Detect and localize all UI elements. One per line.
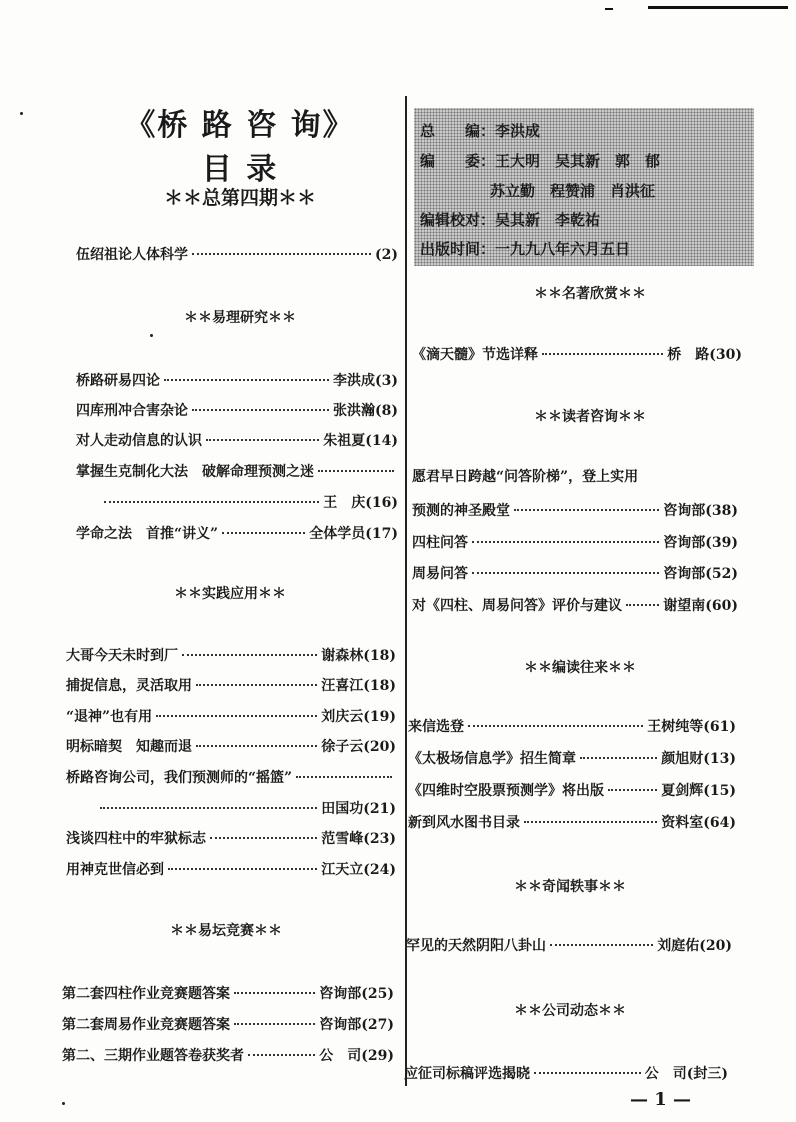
- editorial-committee: 编 委：王大明 吴其新 郭 郁: [420, 152, 661, 170]
- toc-entry[interactable]: [62, 985, 394, 1003]
- entry-author: 公 司(封三): [644, 1066, 728, 1082]
- entry-author: 汪喜江(18): [321, 678, 396, 694]
- dot-leader: [468, 725, 643, 727]
- entry-title: 桥路咨询公司，我们预测师的“摇篮”: [66, 770, 293, 786]
- section-heading: ＊＊公司动态＊＊: [514, 1003, 626, 1019]
- entry-title: 捕捉信息，灵活取用: [66, 678, 192, 694]
- entry-title: 对人走动信息的认识: [76, 433, 202, 449]
- entry-author: 张洪瀚(8): [333, 403, 398, 419]
- entry-author: 全体学员(17): [309, 526, 398, 542]
- entry-author: 谢森林(18): [321, 648, 396, 664]
- dot-leader: [234, 1023, 315, 1025]
- dot-leader: [318, 470, 394, 472]
- toc-entry[interactable]: [404, 1065, 728, 1083]
- toc-entry[interactable]: [66, 677, 396, 695]
- toc-entry[interactable]: [66, 769, 396, 787]
- entry-author: 江天立(24): [321, 862, 396, 878]
- toc-entry[interactable]: [76, 525, 398, 543]
- publish-date: 出版时间：一九九八年六月五日: [420, 240, 631, 258]
- entry-title: 浅谈四柱中的牢狱标志: [66, 831, 206, 847]
- entry-title: 来信选登: [408, 719, 464, 735]
- toc-entry[interactable]: [76, 246, 398, 264]
- dot-leader: [550, 944, 653, 946]
- toc-entry[interactable]: [76, 432, 398, 450]
- entry-title: 桥路研易四论: [76, 373, 160, 389]
- entry-title: 掌握生克制化大法 破解命理预测之迷: [76, 464, 314, 480]
- entry-title: 用神克世信必到: [66, 862, 164, 878]
- toc-entry[interactable]: [412, 597, 738, 615]
- dot-leader: [192, 253, 371, 255]
- scan-speck: [62, 1102, 65, 1105]
- entry-title: 第二套周易作业竞赛题答案: [62, 1017, 230, 1033]
- dot-leader: [104, 501, 319, 503]
- entry-author: 咨询部(27): [319, 1017, 394, 1033]
- dot-leader: [210, 837, 317, 839]
- entry-title: 四库刑冲合害杂论: [76, 403, 188, 419]
- entry-author: 咨询部(39): [663, 535, 738, 551]
- dot-leader: [608, 789, 657, 791]
- entry-title: 《太极场信息学》招生简章: [408, 751, 576, 767]
- dot-leader: [542, 353, 663, 355]
- entry-title: 大哥今天未时到厂: [66, 648, 178, 664]
- dot-leader: [472, 572, 659, 574]
- dot-leader: [234, 992, 315, 994]
- toc-entry[interactable]: [66, 861, 396, 879]
- dot-leader: [100, 807, 317, 809]
- scan-mark: [605, 8, 613, 10]
- entry-author: 桥 路(30): [667, 347, 742, 363]
- section-intro: 愿君早日跨越“问答阶梯”，登上实用: [412, 469, 639, 485]
- entry-title: 对《四柱、周易问答》评价与建议: [412, 598, 622, 614]
- page-title: 《桥 路 咨 询》目 录: [125, 108, 355, 187]
- section-heading: ＊＊名著欣赏＊＊: [534, 286, 646, 302]
- top-rule: [648, 6, 788, 9]
- toc-entry[interactable]: [66, 738, 396, 756]
- entry-author: 咨询部(38): [663, 503, 738, 519]
- toc-entry[interactable]: [406, 937, 732, 955]
- section-heading: ＊＊编读往来＊＊: [524, 660, 636, 676]
- entry-title: 《四维时空股票预测学》将出版: [408, 783, 604, 799]
- entry-author: 咨询部(25): [319, 986, 394, 1002]
- entry-author: 李洪成(3): [333, 373, 398, 389]
- dot-leader: [626, 604, 659, 606]
- toc-entry[interactable]: [412, 565, 738, 583]
- editorial-staff-box: [414, 108, 754, 266]
- entry-author: 王树纯等(61): [647, 719, 736, 735]
- entry-title: 明标暗契 知趣而退: [66, 739, 192, 755]
- dot-leader: [164, 379, 329, 381]
- toc-entry[interactable]: [76, 463, 398, 481]
- entry-title: 第二、三期作业题答卷获奖者: [62, 1048, 244, 1064]
- entry-author: 夏剑辉(15): [661, 783, 736, 799]
- entry-author: 田国功(21): [321, 801, 396, 817]
- toc-entry-continuation: [100, 800, 396, 818]
- toc-entry[interactable]: [66, 708, 396, 726]
- toc-entry[interactable]: [412, 534, 738, 552]
- scan-speck: [20, 112, 23, 115]
- dot-leader: [580, 757, 657, 759]
- toc-entry[interactable]: [408, 782, 736, 800]
- entry-title: 伍绍祖论人体科学: [76, 247, 188, 263]
- entry-author: 徐子云(20): [321, 739, 396, 755]
- entry-author: 刘庭佑(20): [657, 938, 732, 954]
- dot-leader: [206, 439, 319, 441]
- proofreaders: 编辑校对：吴其新 李乾祐: [420, 211, 601, 229]
- dot-leader: [514, 509, 659, 511]
- section-heading: ＊＊奇闻轶事＊＊: [514, 879, 626, 895]
- dot-leader: [196, 684, 317, 686]
- dot-leader: [296, 776, 392, 778]
- toc-entry[interactable]: [408, 718, 736, 736]
- entry-title: 《滴天髓》节选详释: [412, 347, 538, 363]
- toc-entry[interactable]: [66, 830, 396, 848]
- entry-page: (2): [375, 247, 398, 263]
- toc-entry[interactable]: [412, 346, 742, 364]
- toc-entry[interactable]: [62, 1016, 394, 1034]
- toc-entry[interactable]: [66, 647, 396, 665]
- scan-speck: [150, 334, 153, 337]
- entry-title: 新到风水图书目录: [408, 815, 520, 831]
- dot-leader: [182, 654, 317, 656]
- dot-leader: [192, 409, 329, 411]
- dot-leader: [168, 868, 317, 870]
- entry-title: 学命之法 首推“讲义”: [76, 526, 219, 542]
- entry-author: 王 庆(16): [323, 495, 398, 511]
- entry-author: 范雪峰(23): [321, 831, 396, 847]
- dot-leader: [156, 715, 317, 717]
- editorial-committee-cont: 苏立勤 程赞浦 肖洪征: [490, 182, 656, 200]
- chief-editor: 总 编：李洪成: [420, 122, 541, 140]
- entry-title: 应征司标稿评选揭晓: [404, 1066, 530, 1082]
- section-heading: ＊＊易理研究＊＊: [184, 310, 296, 326]
- toc-entry[interactable]: [76, 372, 398, 390]
- entry-title: 预测的神圣殿堂: [412, 503, 510, 519]
- toc-entry[interactable]: [412, 502, 738, 520]
- entry-title: “退神”也有用: [66, 709, 153, 725]
- dot-leader: [222, 532, 305, 534]
- dot-leader: [248, 1054, 315, 1056]
- entry-author: 朱祖夏(14): [323, 433, 398, 449]
- section-heading: ＊＊易坛竞赛＊＊: [170, 923, 282, 939]
- entry-author: 谢望南(60): [663, 598, 738, 614]
- entry-author: 刘庆云(19): [321, 709, 396, 725]
- dot-leader: [524, 821, 657, 823]
- entry-title: 第二套四柱作业竞赛题答案: [62, 986, 230, 1002]
- entry-author: 资料室(64): [661, 815, 736, 831]
- entry-author: 公 司(29): [319, 1048, 394, 1064]
- toc-entry[interactable]: [408, 750, 736, 768]
- entry-author: 颜旭财(13): [661, 751, 736, 767]
- section-heading: ＊＊实践应用＊＊: [174, 586, 286, 602]
- toc-entry-continuation: [104, 494, 398, 512]
- dot-leader: [472, 541, 659, 543]
- toc-entry[interactable]: [408, 814, 736, 832]
- toc-entry[interactable]: [76, 402, 398, 420]
- entry-title: 周易问答: [412, 566, 468, 582]
- dot-leader: [534, 1072, 641, 1074]
- entry-title: 四柱问答: [412, 535, 468, 551]
- section-heading: ＊＊读者咨询＊＊: [534, 409, 646, 425]
- dot-leader: [196, 745, 317, 747]
- toc-entry[interactable]: [62, 1047, 394, 1065]
- entry-title: 罕见的天然阴阳八卦山: [406, 938, 546, 954]
- page-number: — 1 —: [630, 1089, 692, 1110]
- entry-author: 咨询部(52): [663, 566, 738, 582]
- issue-label: ＊＊总第四期＊＊: [163, 187, 316, 209]
